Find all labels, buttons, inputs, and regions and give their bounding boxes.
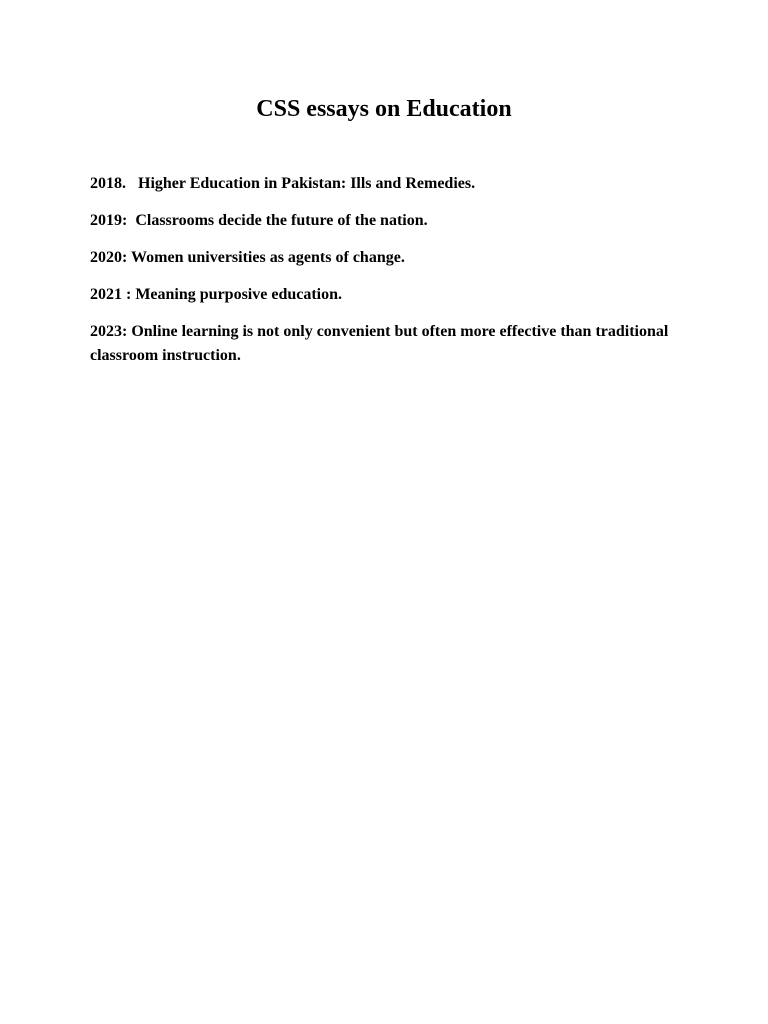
essay-entry-2019: 2019: Classrooms decide the future of the nation. <box>90 212 428 229</box>
essay-list <box>90 172 673 381</box>
essay-entry-2020: 2020: Women universities as agents of change. <box>90 249 405 266</box>
document-title: CSS essays on Education <box>256 96 512 122</box>
essay-entry-2018: 2018. Higher Education in Pakistan: Ills and Remedies. <box>90 175 476 192</box>
essay-entry-2023: 2023: Online learning is not only convenient but often more effective than traditional classroom instruction. <box>90 323 673 364</box>
essay-entry-2021: 2021 : Meaning purposive education. <box>90 286 343 303</box>
